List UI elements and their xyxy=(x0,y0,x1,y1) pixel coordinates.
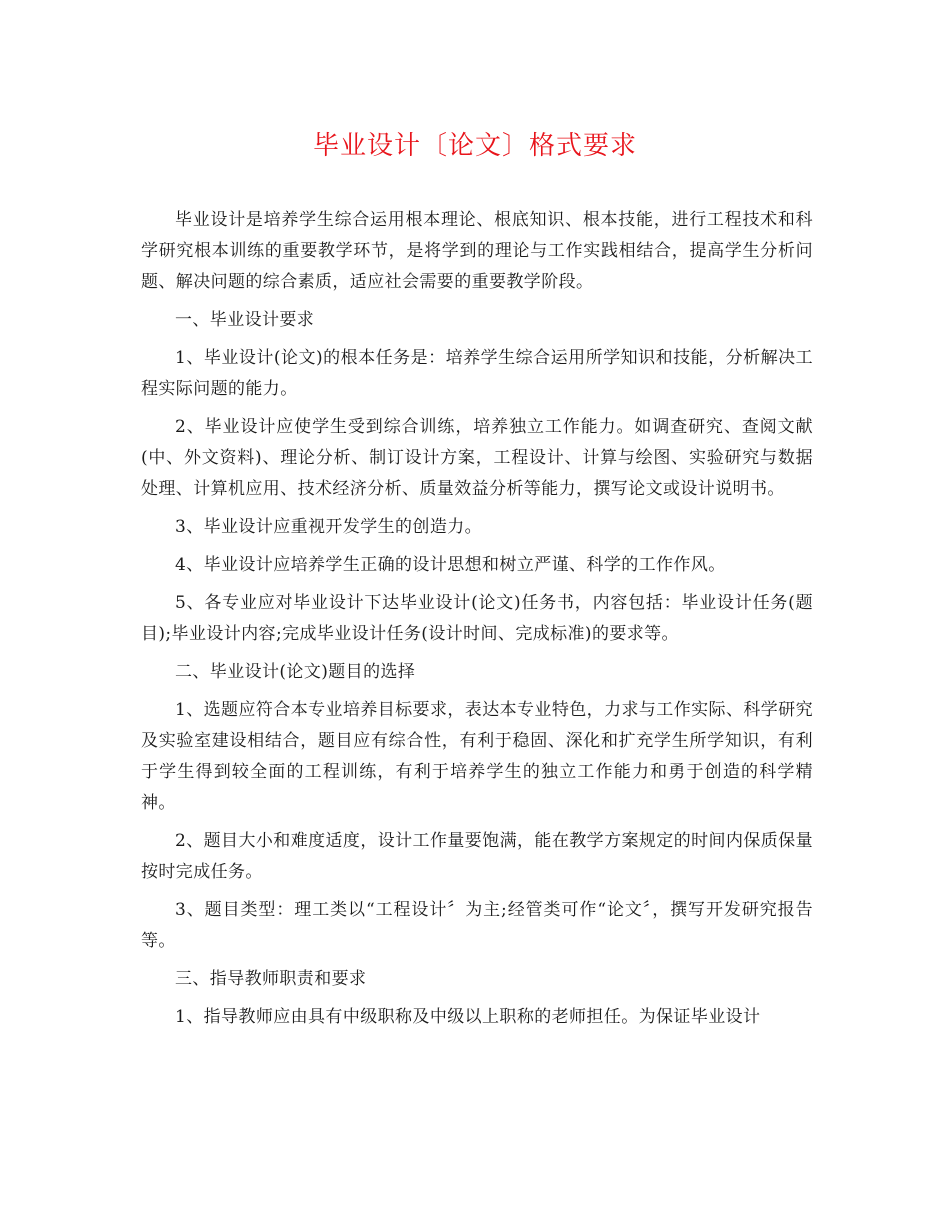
paragraph: 2、毕业设计应使学生受到综合训练，培养独立工作能力。如调查研究、查阅文献(中、外文资料)、理论分析、制订设计方案，工程设计、计算与绘图、实验研究与数据处理、计算机应用、技术经济分析、质量效益分析等能力，撰写论文或设计说明书。 xyxy=(141,417,813,499)
paragraph: 2、题目大小和难度适度，设计工作量要饱满，能在教学方案规定的时间内保质保量按时完成任务。 xyxy=(141,831,813,882)
document-title: 毕业设计〔论文〕格式要求 xyxy=(312,131,637,161)
paragraph: 1、毕业设计(论文)的根本任务是：培养学生综合运用所学知识和技能，分析解决工程实际问题的能力。 xyxy=(141,348,813,399)
paragraph: 3、毕业设计应重视开发学生的创造力。 xyxy=(175,517,483,537)
paragraph: 1、指导教师应由具有中级职称及中级以上职称的老师担任。为保证毕业设计 xyxy=(175,1007,761,1027)
document-body xyxy=(141,205,813,1033)
section-heading-3: 三、指导教师职责和要求 xyxy=(175,969,367,989)
section-heading-2: 二、毕业设计(论文)题目的选择 xyxy=(175,662,416,682)
section-heading-1: 一、毕业设计要求 xyxy=(175,310,315,330)
paragraph: 4、毕业设计应培养学生正确的设计思想和树立严谨、科学的工作作风。 xyxy=(175,555,726,575)
paragraph: 1、选题应符合本专业培养目标要求，表达本专业特色，力求与工作实际、科学研究及实验室建设相结合，题目应有综合性，有利于稳固、深化和扩充学生所学知识，有利于学生得到较全面的工程训练，有利于培养学生的独立工作能力和勇于创造的科学精神。 xyxy=(141,700,813,813)
paragraph: 3、题目类型：理工类以“工程设计〞为主;经管类可作“论文〞，撰写开发研究报告等。 xyxy=(141,900,813,951)
paragraph: 5、各专业应对毕业设计下达毕业设计(论文)任务书，内容包括：毕业设计任务(题目);毕业设计内容;完成毕业设计任务(设计时间、完成标准)的要求等。 xyxy=(141,593,813,644)
intro-paragraph: 毕业设计是培养学生综合运用根本理论、根底知识、根本技能，进行工程技术和科学研究根本训练的重要教学环节，是将学到的理论与工作实践相结合，提高学生分析问题、解决问题的综合素质，适应社会需要的重要教学阶段。 xyxy=(141,210,813,292)
